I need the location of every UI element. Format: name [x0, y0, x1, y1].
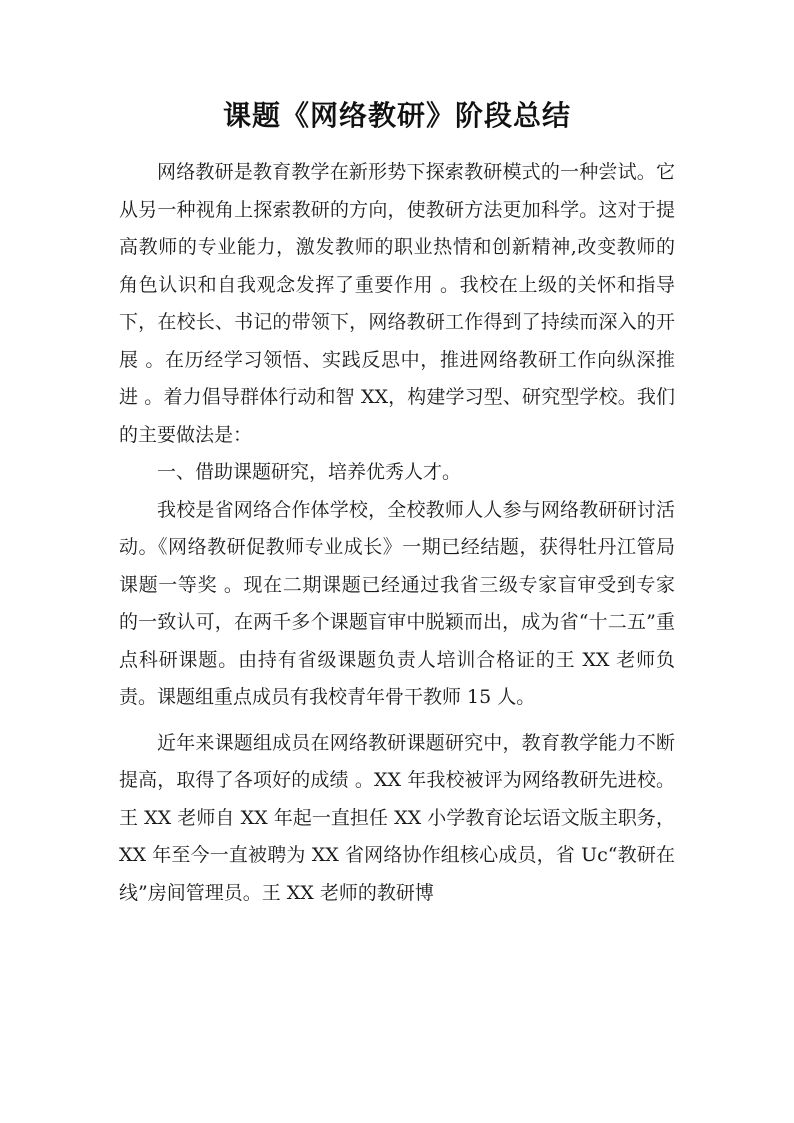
document-body	[119, 154, 675, 912]
paragraph-achievements: 近年来课题组成员在网络教研课题研究中，教育教学能力不断提高，取得了各项好的成绩 。XX 年我校被评为网络教研先进校。王 XX 老师自 XX 年起一直担任 XX 小学教育论坛语文版主职务，XX 年至今一直被聘为 XX 省网络协作组核心成员，省 Uc“教研在线”房间管理员。王 XX 老师的教研博	[119, 731, 675, 904]
document-title: 课题《网络教研》阶段总结	[222, 99, 571, 132]
paragraph-intro: 网络教研是教育教学在新形势下探索教研模式的一种尝试。它从另一种视角上探索教研的方向，使教研方法更加科学。这对于提高教师的专业能力，激发教师的职业热情和创新精神,改变教师的角色认识和自我观念发挥了重要作用 。我校在上级的关怀和指导下，在校长、书记的带领下，网络教研工作得到了持续而深入的开展 。在历经学习领悟、实践反思中，推进网络教研工作向纵深推进 。着力倡导群体行动和智 XX，构建学习型、研究型学校。我们的主要做法是：	[119, 161, 675, 446]
paragraph-project: 我校是省网络合作体学校，全校教师人人参与网络教研研讨活动。《网络教研促教师专业成长》一期已经结题，获得牡丹江管局课题一等奖 。现在二期课题已经通过我省三级专家盲审受到专家的一致认可，在两千多个课题盲审中脱颖而出，成为省“十二五”重点科研课题。由持有省级课题负责人培训合格证的王 XX 老师负责。课题组重点成员有我校青年骨干教师 15 人。	[119, 498, 675, 708]
section-heading-1: 一、借助课题研究，培养优秀人才。	[157, 461, 462, 483]
